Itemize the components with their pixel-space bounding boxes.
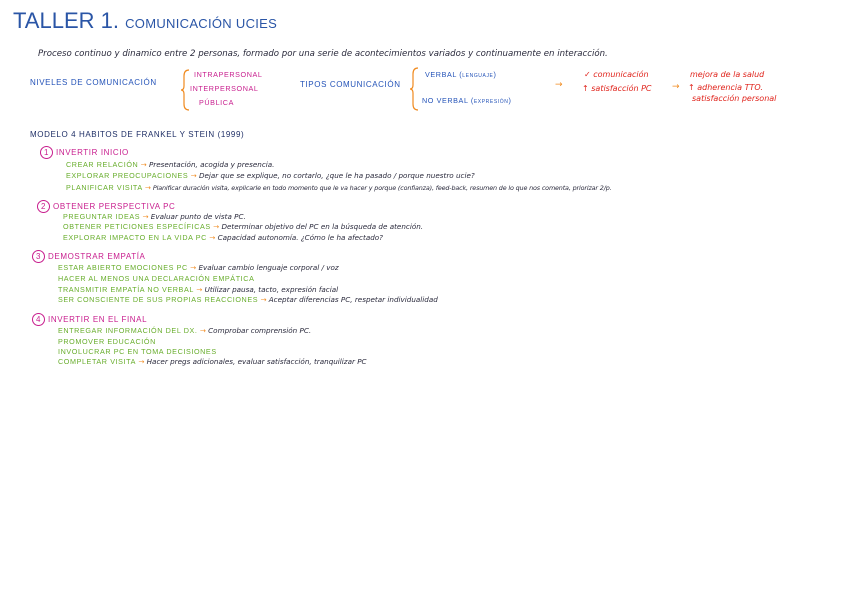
section-2-item-1 bbox=[63, 212, 246, 221]
section-1-title: INVERTIR INICIO bbox=[56, 148, 129, 157]
section-4-item-4 bbox=[58, 357, 367, 366]
definition-text: Proceso continuo y dinamico entre 2 personas, formado por una serie de acontecimientos variados y continuamente en interacción. bbox=[38, 49, 608, 59]
effect-comunicacion: ✓ comunicación bbox=[584, 70, 649, 79]
section-3-item-1 bbox=[58, 263, 339, 272]
niveles-label: NIVELES DE COMUNICACIÓN bbox=[30, 78, 157, 87]
item-label: EXPLORAR PREOCUPACIONES bbox=[66, 171, 189, 180]
title-sub: COMUNICACIÓN UCIES bbox=[125, 16, 278, 31]
item-text: Evaluar punto de vista PC. bbox=[150, 212, 246, 221]
item-arrow: → bbox=[199, 326, 206, 335]
item-label: PROMOVER EDUCACIÓN bbox=[58, 337, 156, 346]
section-1-number: 1 bbox=[40, 146, 53, 159]
item-text: Determinar objetivo del PC en la búsqueda de atención. bbox=[221, 222, 424, 231]
nivel-intrapersonal: INTRAPERSONAL bbox=[194, 70, 263, 79]
item-arrow: → bbox=[142, 212, 149, 221]
section-1-heading bbox=[40, 146, 129, 159]
item-text: Capacidad autonomía. ¿Cómo le ha afectado? bbox=[217, 233, 383, 242]
item-label: EXPLORAR IMPACTO EN LA VIDA PC bbox=[63, 233, 207, 242]
effect-salud: mejora de la salud bbox=[690, 70, 765, 79]
section-3-number: 3 bbox=[32, 250, 45, 263]
item-arrow: → bbox=[140, 160, 147, 169]
item-label: HACER AL MENOS UNA DECLARACIÓN EMPÁTICA bbox=[58, 274, 255, 283]
item-arrow: → bbox=[209, 233, 216, 242]
section-3-heading bbox=[32, 250, 145, 263]
section-2-item-2 bbox=[63, 222, 423, 231]
item-label: SER CONSCIENTE DE SUS PROPIAS REACCIONES bbox=[58, 295, 259, 304]
item-text: Utilizar pausa, tacto, expresión facial bbox=[204, 285, 339, 294]
nivel-interpersonal: INTERPERSONAL bbox=[190, 84, 259, 93]
nivel-publica: PÚBLICA bbox=[199, 98, 234, 107]
item-arrow: → bbox=[190, 171, 197, 180]
tipos-brace bbox=[410, 66, 420, 112]
item-text: Evaluar cambio lenguaje corporal / voz bbox=[198, 263, 339, 272]
item-label: TRANSMITIR EMPATÍA NO VERBAL bbox=[58, 285, 194, 294]
item-label: COMPLETAR VISITA bbox=[58, 357, 137, 366]
tipo-no-verbal: NO VERBAL (expresión) bbox=[422, 96, 512, 105]
effects-arrow-2: → bbox=[672, 82, 680, 92]
item-text: Hacer pregs adicionales, evaluar satisfacción, tranquilizar PC bbox=[146, 357, 367, 366]
item-arrow: → bbox=[144, 183, 151, 192]
item-label: ESTAR ABIERTO EMOCIONES PC bbox=[58, 263, 188, 272]
section-2-item-3 bbox=[63, 233, 383, 242]
tipo-verbal: VERBAL (lenguaje) bbox=[425, 70, 497, 79]
effect-satisfaccion: ↑ satisfacción PC bbox=[582, 84, 652, 93]
item-label: OBTENER PETICIONES ESPECÍFICAS bbox=[63, 222, 211, 231]
item-arrow: → bbox=[190, 263, 197, 272]
section-1-item-2 bbox=[66, 171, 475, 180]
item-arrow: → bbox=[213, 222, 220, 231]
item-text: Planificar duración visita, explicarle en todo momento que le va hacer y porque (confianza), feed-back, resumen de lo que nos comenta, priorizar 2/p. bbox=[152, 184, 612, 192]
section-2-number: 2 bbox=[37, 200, 50, 213]
effects-arrow: → bbox=[555, 80, 563, 90]
tipos-label: TIPOS COMUNICACIÓN bbox=[300, 80, 401, 89]
item-text: Dejar que se explique, no cortarlo, ¿que le ha pasado / porque nuestro ucie? bbox=[198, 171, 475, 180]
title-main: TALLER 1. bbox=[13, 8, 119, 33]
item-text: Aceptar diferencias PC, respetar individualidad bbox=[268, 295, 438, 304]
item-arrow: → bbox=[260, 295, 267, 304]
section-4-item-2 bbox=[58, 337, 156, 346]
section-4-heading bbox=[32, 313, 147, 326]
section-4-number: 4 bbox=[32, 313, 45, 326]
item-label: CREAR RELACIÓN bbox=[66, 160, 139, 169]
section-3-item-2 bbox=[58, 274, 254, 283]
item-arrow: → bbox=[196, 285, 203, 294]
section-3-item-4 bbox=[58, 295, 438, 304]
page-title bbox=[13, 8, 277, 34]
section-4-item-1 bbox=[58, 326, 311, 335]
section-4-title: INVERTIR EN EL FINAL bbox=[48, 315, 148, 324]
model-title: MODELO 4 HABITOS DE FRANKEL Y STEIN (1999) bbox=[30, 130, 245, 139]
section-3-title: DEMOSTRAR EMPATÍA bbox=[48, 252, 146, 261]
effect-adherencia: ↑ adherencia TTO. bbox=[688, 83, 763, 92]
item-label: PREGUNTAR IDEAS bbox=[63, 212, 141, 221]
section-1-item-3 bbox=[66, 183, 612, 192]
item-text: Comprobar comprensión PC. bbox=[208, 326, 312, 335]
item-text: Presentación, acogida y presencia. bbox=[148, 160, 275, 169]
item-label: PLANIFICAR VISITA bbox=[66, 183, 143, 192]
section-3-item-3 bbox=[58, 285, 338, 294]
item-label: ENTREGAR INFORMACIÓN DEL DX. bbox=[58, 326, 198, 335]
item-arrow: → bbox=[138, 357, 145, 366]
effect-satisfaccion-personal: satisfacción personal bbox=[692, 94, 777, 103]
section-4-item-3 bbox=[58, 347, 217, 356]
section-2-title: OBTENER PERSPECTIVA PC bbox=[53, 202, 176, 211]
item-label: INVOLUCRAR PC EN TOMA DECISIONES bbox=[58, 347, 217, 356]
section-1-item-1 bbox=[66, 160, 274, 169]
